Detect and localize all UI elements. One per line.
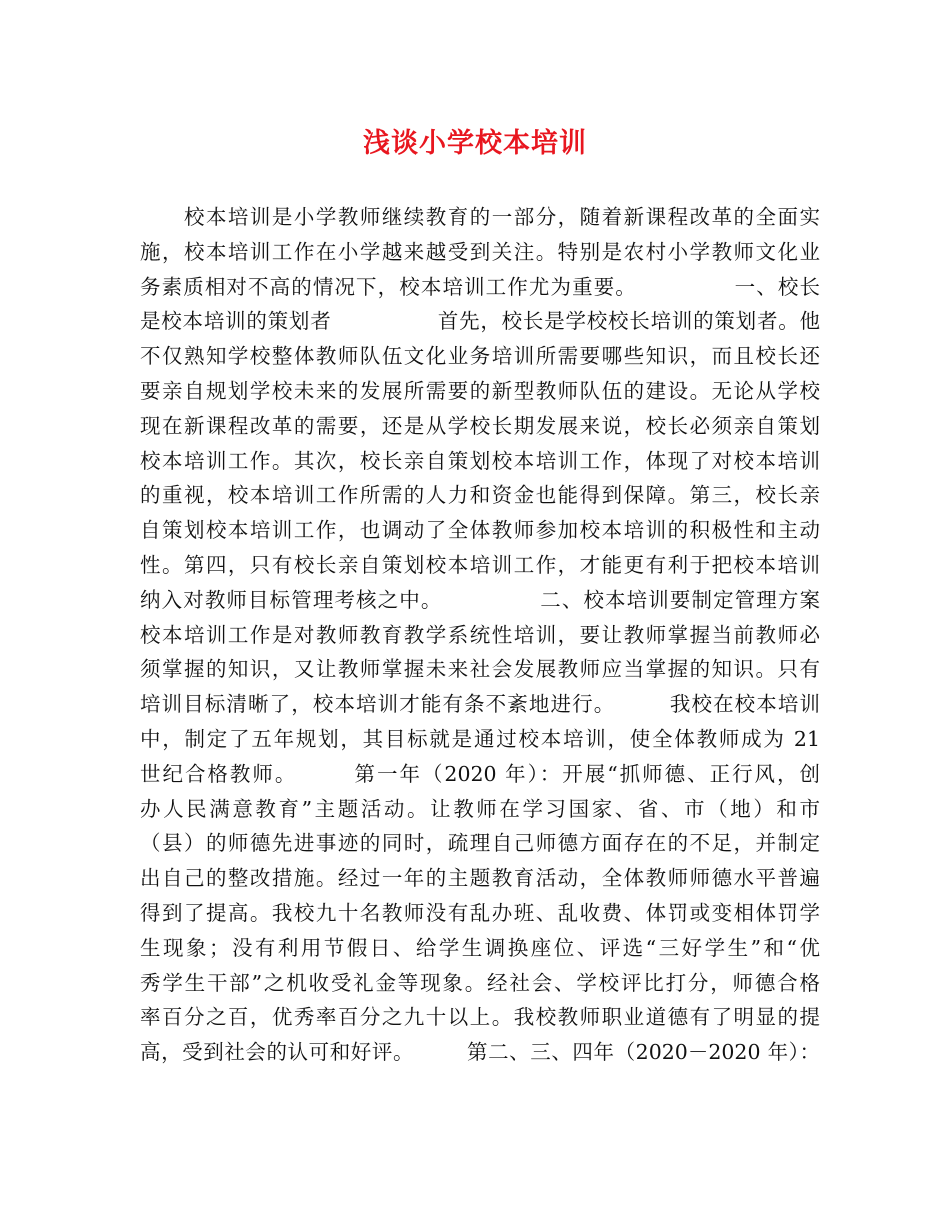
body-line: 务素质相对不高的情况下，校本培训工作尤为重要。 一、校长 [140,274,820,299]
body-line: 是校本培训的策划者 首先，校长是学校校长培训的策划者。他 [140,309,820,334]
body-line: 性。第四，只有校长亲自策划校本培训工作，才能更有利于把校本培训 [140,552,820,577]
body-line: （县）的师德先进事迹的同时，疏理自己师德方面存在的不足，并制定 [140,831,820,856]
body-line: 高，受到社会的认可和好评。 第二、三、四年（2020－2020 年）： [140,1040,820,1065]
body-line: 中，制定了五年规划，其目标就是通过校本培训，使全体教师成为 21 [140,726,820,751]
document-title: 浅谈小学校本培训 [363,128,587,159]
body-line: 自策划校本培训工作，也调动了全体教师参加校本培训的积极性和主动 [140,518,820,543]
body-line: 世纪合格教师。 第一年（2020 年）：开展“抓师德、正行风，创 [140,761,820,786]
body-line: 办人民满意教育”主题活动。让教师在学习国家、省、市（地）和市 [140,796,820,821]
body-line: 的重视，校本培训工作所需的人力和资金也能得到保障。第三，校长亲 [140,483,820,508]
body-line: 不仅熟知学校整体教师队伍文化业务培训所需要哪些知识，而且校长还 [140,344,820,369]
body-line: 校本培训工作是对教师教育教学系统性培训，要让教师掌握当前教师必 [140,622,820,647]
body-line: 培训目标清晰了，校本培训才能有条不紊地进行。 我校在校本培训 [140,692,820,717]
document-body [140,200,820,1070]
body-line: 校本培训工作。其次，校长亲自策划校本培训工作，体现了对校本培训 [140,448,820,473]
body-line: 率百分之百，优秀率百分之九十以上。我校教师职业道德有了明显的提 [140,1005,820,1030]
body-line: 现在新课程改革的需要，还是从学校长期发展来说，校长必须亲自策划 [140,413,820,438]
body-line: 出自己的整改措施。经过一年的主题教育活动，全体教师师德水平普遍 [140,866,820,891]
body-line: 生现象；没有利用节假日、给学生调换座位、评选“三好学生”和“优 [140,935,820,960]
body-line: 须掌握的知识，又让教师掌握未来社会发展教师应当掌握的知识。只有 [140,657,820,682]
body-line: 得到了提高。我校九十名教师没有乱办班、乱收费、体罚或变相体罚学 [140,900,820,925]
body-line: 要亲自规划学校未来的发展所需要的新型教师队伍的建设。无论从学校 [140,378,820,403]
body-line: 纳入对教师目标管理考核之中。 二、校本培训要制定管理方案 [140,587,820,612]
body-line: 校本培训是小学教师继续教育的一部分，随着新课程改革的全面实 [140,205,820,229]
body-line: 秀学生干部”之机收受礼金等现象。经社会、学校评比打分，师德合格 [140,970,820,995]
body-line: 施，校本培训工作在小学越来越受到关注。特别是农村小学教师文化业 [140,239,820,264]
